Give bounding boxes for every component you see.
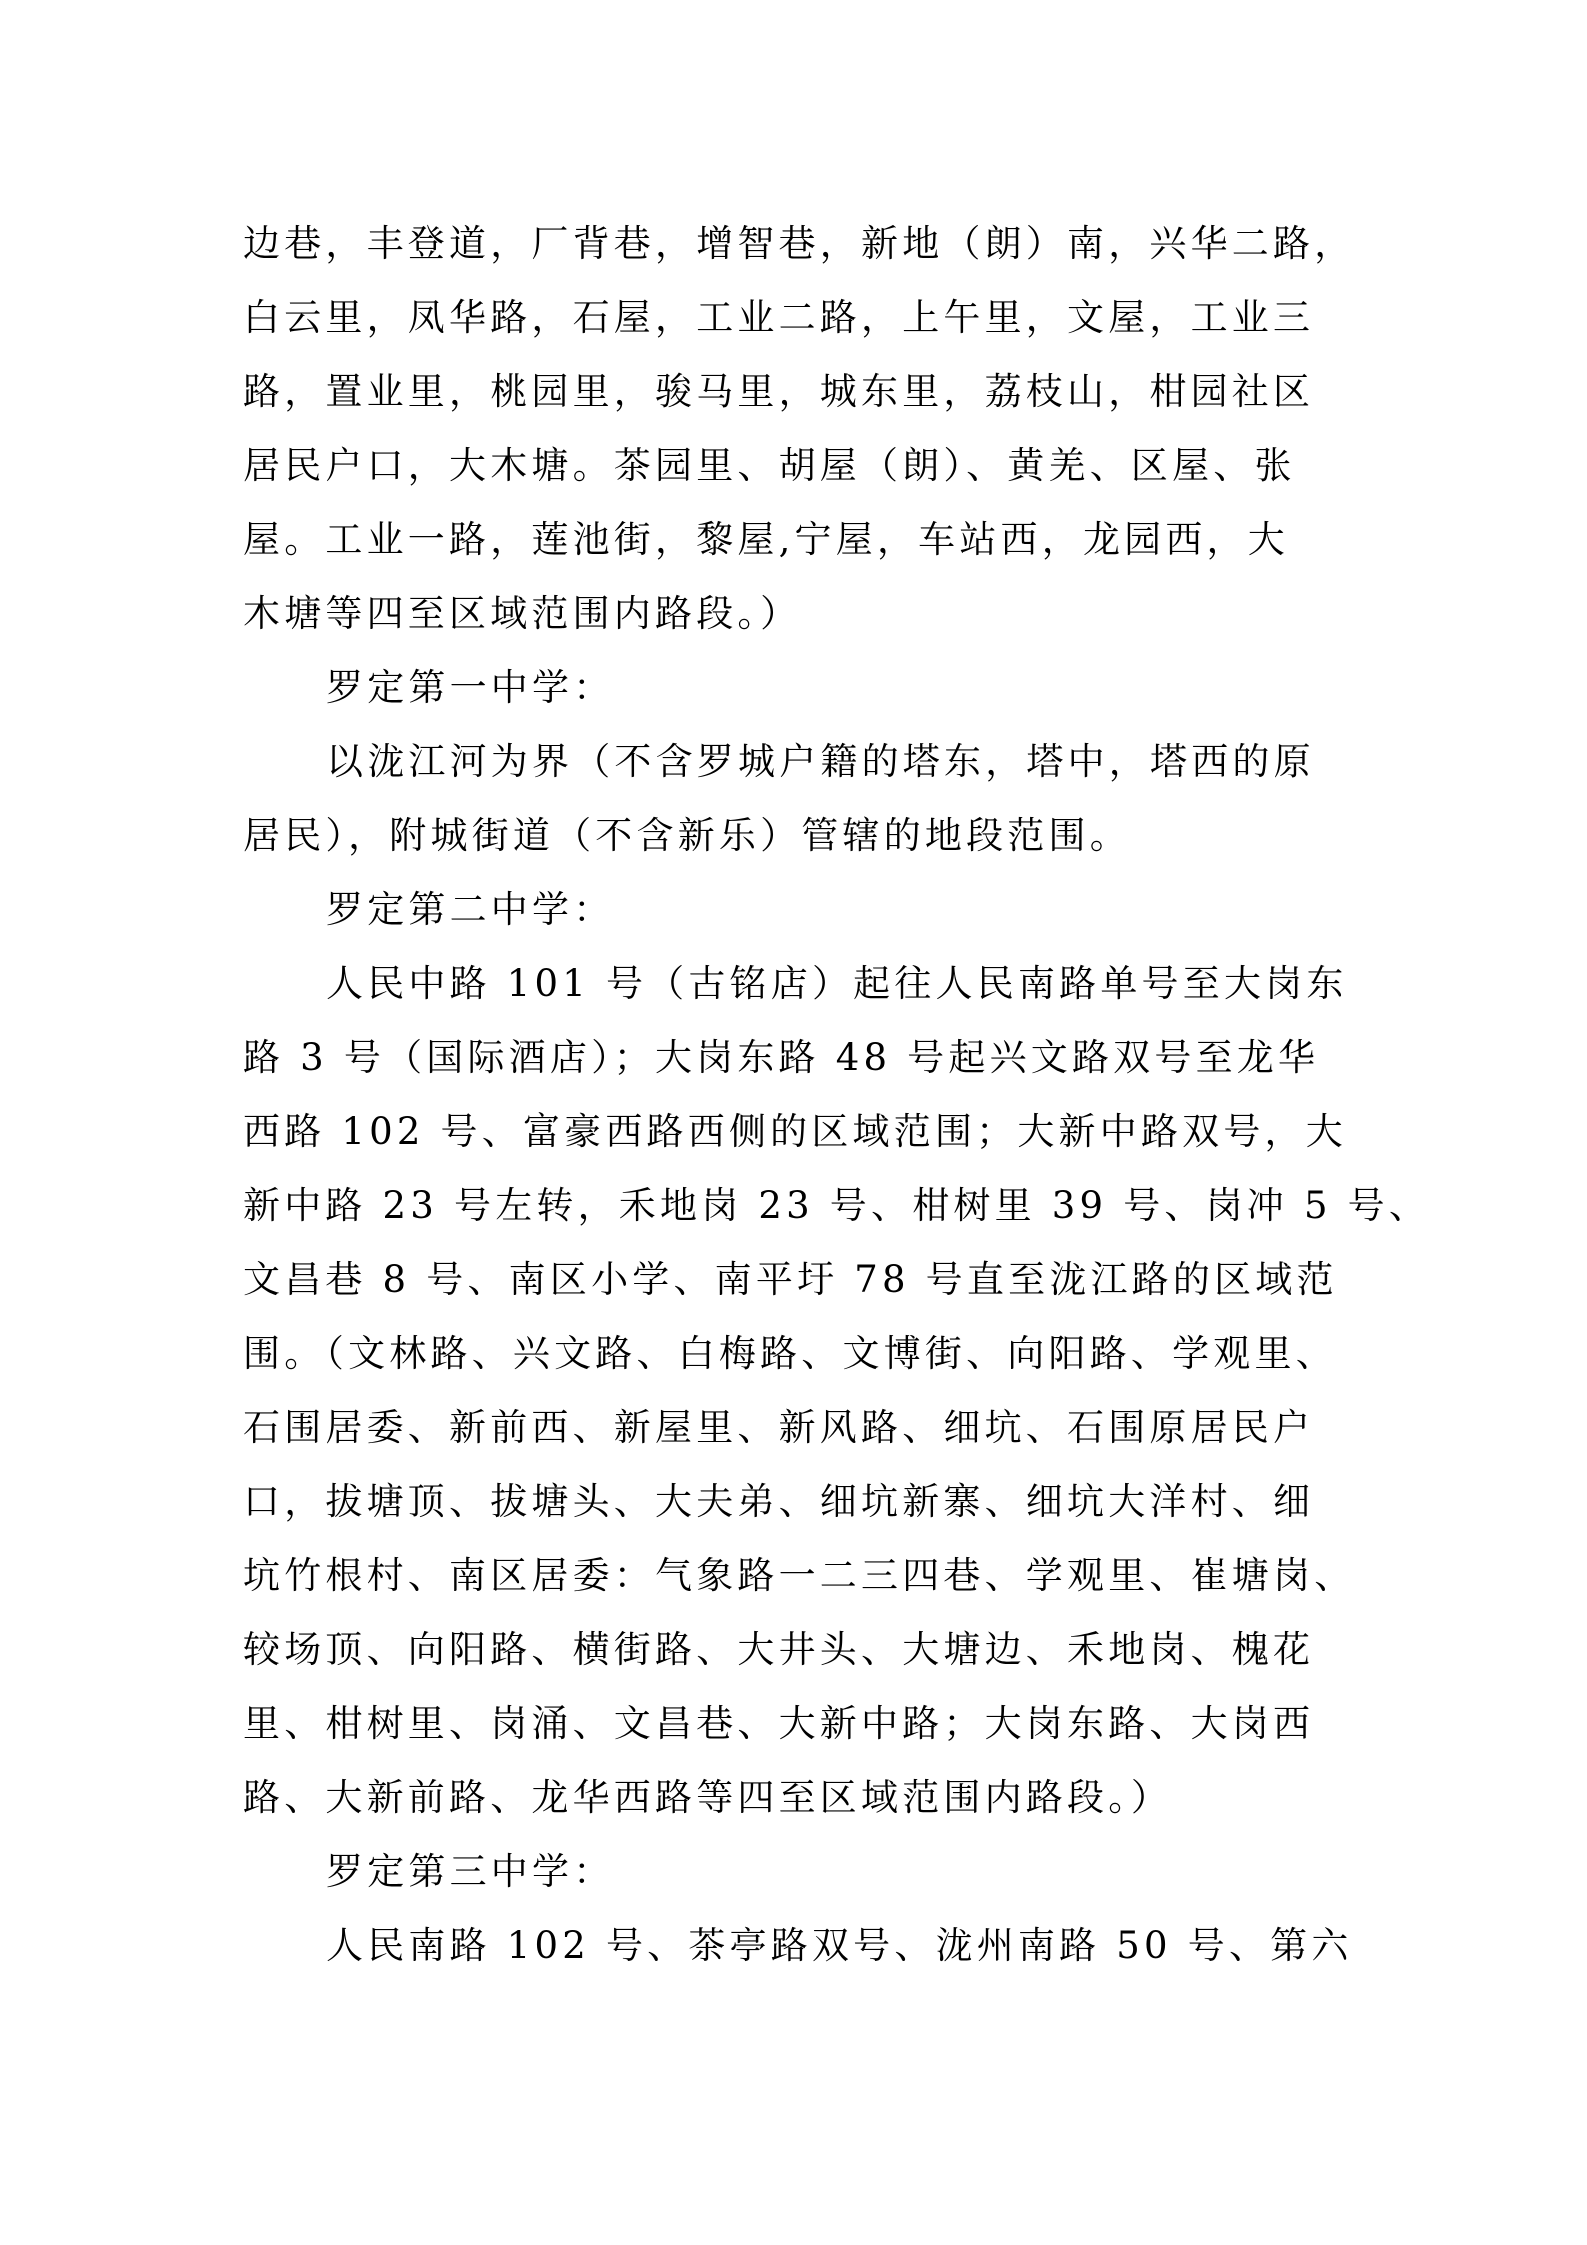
text-line: 人民中路 101 号（古铭店）起往人民南路单号至大岗东 [326, 962, 1348, 1005]
text-line: 居民户口，大木塘。茶园里、胡屋（朗）、黄羌、区屋、张 [243, 444, 1296, 487]
text-line: 人民南路 102 号、茶亭路双号、泷州南路 50 号、第六 [326, 1924, 1353, 1967]
text-line: 坑竹根村、南区居委：气象路一二三四巷、学观里、崔塘岗、 [243, 1554, 1356, 1597]
text-line: 木塘等四至区域范围内路段。） [243, 592, 802, 635]
section-heading-school-3: 罗定第三中学： [326, 1850, 615, 1893]
text-line: 围。（文林路、兴文路、白梅路、文博街、向阳路、学观里、 [243, 1332, 1337, 1375]
text-line: 口，拔塘顶、拔塘头、大夫弟、细坑新寨、细坑大洋村、细 [243, 1480, 1315, 1523]
text-line: 西路 102 号、富豪西路西侧的区域范围；大新中路双号，大 [243, 1110, 1347, 1153]
section-heading-school-2: 罗定第二中学： [326, 888, 615, 931]
text-line: 路 3 号（国际酒店）；大岗东路 48 号起兴文路双号至龙华 [243, 1036, 1320, 1079]
document-page [243, 207, 1431, 1983]
text-line: 文昌巷 8 号、南区小学、南平圩 78 号直至泷江路的区域范 [243, 1258, 1338, 1301]
text-line: 路，置业里，桃园里，骏马里，城东里，荔枝山，柑园社区 [243, 370, 1315, 413]
text-line: 里、柑树里、岗涌、文昌巷、大新中路；大岗东路、大岗西 [243, 1702, 1315, 1745]
text-line: 屋。工业一路，莲池街，黎屋,宁屋，车站西，龙园西，大 [243, 518, 1289, 561]
text-line: 边巷，丰登道，厂背巷，增智巷，新地（朗）南，兴华二路， [243, 222, 1356, 265]
section-heading-school-1: 罗定第一中学： [326, 666, 615, 709]
text-line: 路、大新前路、龙华西路等四至区域范围内路段。） [243, 1776, 1173, 1819]
text-line: 以泷江河为界（不含罗城户籍的塔东，塔中，塔西的原 [326, 740, 1315, 783]
text-line: 石围居委、新前西、新屋里、新风路、细坑、石围原居民户 [243, 1406, 1315, 1449]
text-line: 白云里，凤华路，石屋，工业二路，上午里，文屋，工业三 [243, 296, 1315, 339]
text-line: 较场顶、向阳路、横街路、大井头、大塘边、禾地岗、槐花 [243, 1628, 1315, 1671]
text-line: 新中路 23 号左转，禾地岗 23 号、柑树里 39 号、岗冲 5 号、 [243, 1184, 1431, 1227]
text-line: 居民），附城街道（不含新乐）管辖的地段范围。 [243, 814, 1131, 857]
